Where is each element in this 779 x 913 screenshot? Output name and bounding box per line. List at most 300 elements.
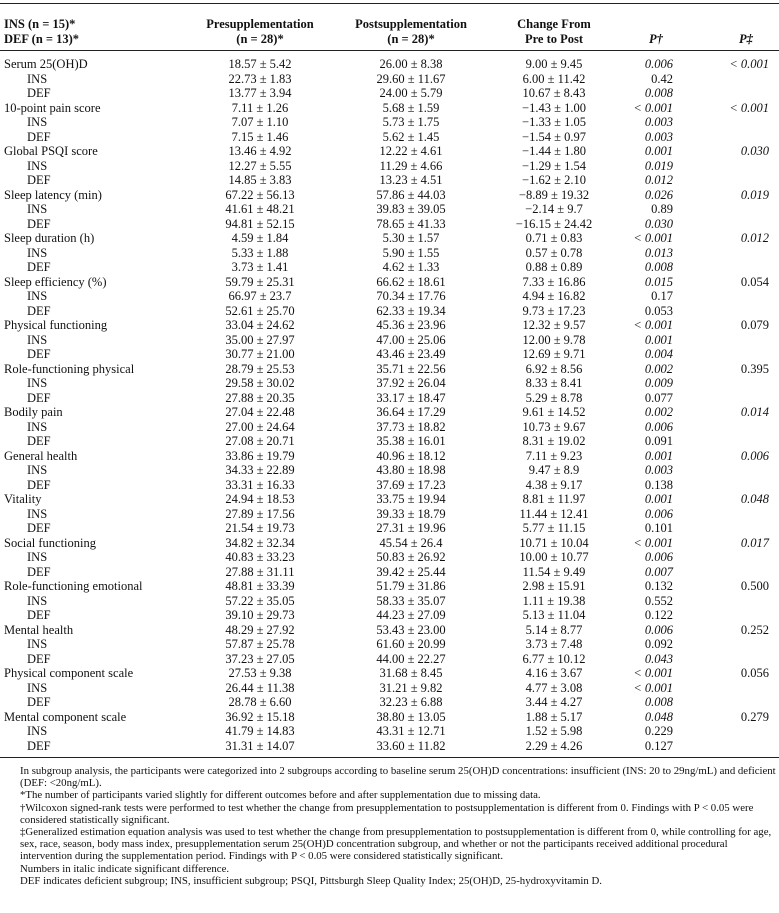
row-label: DEF — [27, 434, 51, 448]
postsupplementation-cell: 11.29 ± 4.66 — [379, 158, 443, 173]
change-cell: 5.77 ± 11.15 — [522, 521, 586, 535]
table-subgroup-row — [0, 173, 779, 187]
postsupplementation-cell: 33.60 ± 11.82 — [376, 738, 446, 753]
p-double-dagger-cell: 0.279 — [740, 709, 769, 724]
presupplementation-cell: 18.57 ± 5.42 — [228, 57, 292, 71]
postsupplementation-cell: 4.62 ± 1.33 — [382, 260, 440, 274]
presupplementation-cell: 40.83 ± 33.23 — [225, 550, 295, 564]
postsupplementation-cell: 61.60 ± 20.99 — [376, 637, 446, 651]
p-dagger-cell: 0.006 — [644, 57, 673, 71]
header-pre-line1: Presupplementation — [206, 17, 314, 31]
p-dagger-cell: < 0.001 — [633, 231, 673, 245]
change-cell: −16.15 ± 24.42 — [515, 216, 593, 231]
row-label: 10-point pain score — [4, 100, 101, 115]
table-subgroup-row — [0, 681, 779, 695]
postsupplementation-cell: 39.42 ± 25.44 — [376, 564, 446, 579]
presupplementation-cell: 28.79 ± 25.53 — [225, 361, 295, 376]
p-dagger-cell: 0.001 — [644, 492, 673, 506]
header-group-line2: DEF (n = 13)* — [4, 32, 80, 46]
header-post-line2: (n = 28)* — [387, 32, 435, 46]
change-cell: 8.31 ± 19.02 — [522, 434, 586, 448]
postsupplementation-cell: 44.23 ± 27.09 — [376, 608, 446, 622]
header-rule — [0, 50, 779, 51]
table-subgroup-row — [0, 159, 779, 173]
postsupplementation-cell: 5.62 ± 1.45 — [382, 129, 440, 144]
header-change-line2: Pre to Post — [524, 32, 584, 46]
p-dagger-cell: < 0.001 — [633, 535, 673, 550]
p-double-dagger-cell: < 0.001 — [729, 100, 769, 115]
postsupplementation-cell: 62.33 ± 19.34 — [376, 303, 446, 318]
table-subgroup-row — [0, 333, 779, 347]
row-label: Mental component scale — [4, 709, 127, 724]
table-outcome-row — [0, 57, 779, 71]
change-cell: 5.14 ± 8.77 — [525, 622, 583, 637]
row-label: INS — [27, 332, 48, 347]
p-dagger-cell: 0.015 — [644, 274, 673, 289]
change-cell: 1.88 ± 5.17 — [525, 709, 583, 724]
postsupplementation-cell: 26.00 ± 8.38 — [379, 57, 443, 71]
postsupplementation-cell: 33.75 ± 19.94 — [376, 492, 446, 506]
presupplementation-cell: 48.29 ± 27.92 — [225, 622, 295, 637]
change-cell: 2.29 ± 4.26 — [525, 738, 583, 753]
row-label: DEF — [27, 173, 51, 187]
postsupplementation-cell: 29.60 ± 11.67 — [376, 71, 446, 86]
presupplementation-cell: 27.89 ± 17.56 — [225, 506, 295, 521]
table-subgroup-row — [0, 304, 779, 318]
p-dagger-cell: 0.019 — [644, 158, 673, 173]
presupplementation-cell: 4.59 ± 1.84 — [231, 231, 289, 245]
p-dagger-cell: 0.012 — [644, 173, 673, 187]
presupplementation-cell: 33.86 ± 19.79 — [225, 448, 295, 463]
p-dagger-cell: 0.013 — [644, 245, 673, 260]
table-outcome-row — [0, 492, 779, 506]
row-label: DEF — [27, 303, 51, 318]
postsupplementation-cell: 5.30 ± 1.57 — [382, 231, 440, 245]
p-dagger-cell: 0.026 — [644, 187, 673, 202]
footnote-star: *The number of participants varied slightly for different outcomes before and after supplementation due to missing data. — [20, 789, 541, 802]
p-dagger-cell: 0.138 — [644, 477, 673, 492]
footnotes — [0, 765, 779, 887]
presupplementation-cell: 34.33 ± 22.89 — [225, 463, 295, 477]
header-p-double-dagger: P‡ — [739, 32, 753, 46]
change-cell: 3.44 ± 4.27 — [525, 695, 583, 709]
p-dagger-cell: 0.008 — [644, 260, 673, 274]
p-dagger-cell: 0.002 — [644, 361, 673, 376]
change-cell: −1.44 ± 1.80 — [522, 144, 586, 158]
table-outcome-row — [0, 318, 779, 332]
row-label: INS — [27, 115, 48, 129]
postsupplementation-cell: 43.31 ± 12.71 — [376, 724, 446, 738]
row-label: General health — [4, 448, 78, 463]
presupplementation-cell: 7.11 ± 1.26 — [231, 100, 289, 115]
table-outcome-row — [0, 405, 779, 419]
row-label: INS — [27, 680, 48, 695]
p-dagger-cell: 0.008 — [644, 86, 673, 100]
change-cell: 12.32 ± 9.57 — [522, 318, 586, 332]
row-label: INS — [27, 506, 48, 521]
postsupplementation-cell: 39.83 ± 39.05 — [376, 202, 446, 216]
presupplementation-cell: 41.79 ± 14.83 — [225, 724, 295, 738]
postsupplementation-cell: 37.73 ± 18.82 — [376, 419, 446, 434]
table-subgroup-row — [0, 695, 779, 709]
table-subgroup-row — [0, 260, 779, 274]
row-label: DEF — [27, 695, 51, 709]
postsupplementation-cell: 27.31 ± 19.96 — [376, 521, 446, 535]
row-label: INS — [27, 550, 48, 564]
table-subgroup-row — [0, 376, 779, 390]
table-subgroup-row — [0, 289, 779, 303]
row-label: INS — [27, 724, 48, 738]
row-label: Global PSQI score — [4, 144, 98, 158]
table-subgroup-row — [0, 507, 779, 521]
presupplementation-cell: 57.22 ± 35.05 — [225, 593, 295, 608]
p-dagger-cell: 0.003 — [644, 129, 673, 144]
footnote-dagger: †Wilcoxon signed-rank tests were performed to test whether the change from presupplementation to postsupplementation is different from 0. Findings with P < 0.05 were considered statistically significant. — [20, 801, 754, 826]
table-outcome-row — [0, 231, 779, 245]
p-double-dagger-cell: 0.030 — [740, 144, 769, 158]
p-dagger-cell: 0.008 — [644, 695, 673, 709]
postsupplementation-cell: 47.00 ± 25.06 — [376, 332, 446, 347]
table-subgroup-row — [0, 594, 779, 608]
row-label: DEF — [27, 347, 51, 361]
p-dagger-cell: 0.89 — [651, 202, 673, 216]
table-outcome-row — [0, 666, 779, 680]
postsupplementation-cell: 35.71 ± 22.56 — [376, 361, 446, 376]
row-label: INS — [27, 376, 48, 390]
table-subgroup-row — [0, 130, 779, 144]
p-double-dagger-cell: 0.012 — [740, 231, 769, 245]
postsupplementation-cell: 37.92 ± 26.04 — [376, 376, 446, 390]
p-dagger-cell: 0.003 — [644, 463, 673, 477]
presupplementation-cell: 35.00 ± 27.97 — [225, 332, 295, 347]
presupplementation-cell: 27.88 ± 31.11 — [225, 564, 295, 579]
row-label: INS — [27, 158, 48, 173]
change-cell: 12.69 ± 9.71 — [522, 347, 586, 361]
row-label: Serum 25(OH)D — [4, 57, 88, 71]
postsupplementation-cell: 33.17 ± 18.47 — [376, 390, 446, 405]
row-label: INS — [27, 245, 48, 260]
p-dagger-cell: 0.127 — [644, 738, 673, 753]
presupplementation-cell: 94.81 ± 52.15 — [225, 216, 295, 231]
p-double-dagger-cell: 0.048 — [740, 492, 769, 506]
table-outcome-row — [0, 623, 779, 637]
table-subgroup-row — [0, 391, 779, 405]
table-subgroup-row — [0, 246, 779, 260]
p-dagger-cell: 0.006 — [644, 622, 673, 637]
row-label: Mental health — [4, 622, 74, 637]
presupplementation-cell: 13.77 ± 3.94 — [228, 86, 292, 100]
table-subgroup-row — [0, 739, 779, 753]
table-bottom-rule — [0, 757, 779, 758]
change-cell: 6.77 ± 10.12 — [522, 651, 586, 666]
postsupplementation-cell: 78.65 ± 41.33 — [376, 216, 446, 231]
p-double-dagger-cell: 0.395 — [740, 361, 769, 376]
presupplementation-cell: 34.82 ± 32.34 — [225, 535, 295, 550]
postsupplementation-cell: 5.90 ± 1.55 — [382, 245, 440, 260]
presupplementation-cell: 33.31 ± 16.33 — [225, 477, 295, 492]
header-post-line1: Postsupplementation — [355, 17, 467, 31]
table-subgroup-row — [0, 217, 779, 231]
postsupplementation-cell: 24.00 ± 5.79 — [379, 86, 443, 100]
postsupplementation-cell: 39.33 ± 18.79 — [376, 506, 446, 521]
table-subgroup-row — [0, 724, 779, 738]
change-cell: 8.81 ± 11.97 — [522, 492, 586, 506]
p-double-dagger-cell: 0.014 — [740, 405, 769, 419]
change-cell: −1.54 ± 0.97 — [522, 129, 586, 144]
p-double-dagger-cell: < 0.001 — [729, 57, 769, 71]
p-dagger-cell: 0.003 — [644, 115, 673, 129]
presupplementation-cell: 37.23 ± 27.05 — [225, 651, 295, 666]
presupplementation-cell: 66.97 ± 23.7 — [228, 289, 292, 303]
change-cell: 4.16 ± 3.67 — [525, 666, 583, 680]
change-cell: 11.44 ± 12.41 — [519, 506, 589, 521]
footnote-double-dagger: ‡Generalized estimation equation analysis was used to test whether the change from presupplementation to postsupplementation is different from 0, while controlling for age, sex, race, season, body mass index, presupplementation serum 25(OH)D concentration subgroup, and whether or not the participants received additional procedural intervention during the supplementation period. Findings with P < 0.05 were considered statistically significant. — [20, 826, 772, 863]
postsupplementation-cell: 45.36 ± 23.96 — [376, 318, 446, 332]
postsupplementation-cell: 50.83 ± 26.92 — [376, 550, 446, 564]
presupplementation-cell: 3.73 ± 1.41 — [231, 260, 289, 274]
p-dagger-cell: 0.006 — [644, 419, 673, 434]
presupplementation-cell: 67.22 ± 56.13 — [225, 187, 295, 202]
change-cell: 11.54 ± 9.49 — [522, 564, 586, 579]
change-cell: 10.00 ± 10.77 — [519, 550, 589, 564]
footnote-abbreviations: DEF indicates deficient subgroup; INS, insufficient subgroup; PSQI, Pittsburgh Sleep Quality Index; 25(OH)D, 25-hydroxyvitamin D. — [20, 874, 602, 887]
row-label: INS — [27, 463, 48, 477]
p-dagger-cell: < 0.001 — [633, 318, 673, 332]
table-subgroup-row — [0, 463, 779, 477]
table-top-rule — [0, 3, 779, 4]
presupplementation-cell: 57.87 ± 25.78 — [225, 637, 295, 651]
postsupplementation-cell: 43.80 ± 18.98 — [376, 463, 446, 477]
table-outcome-row — [0, 536, 779, 550]
p-dagger-cell: 0.004 — [644, 347, 673, 361]
p-dagger-cell: 0.077 — [644, 390, 673, 405]
table-subgroup-row — [0, 347, 779, 361]
table-outcome-row — [0, 188, 779, 202]
p-dagger-cell: 0.053 — [644, 303, 673, 318]
p-dagger-cell: 0.122 — [644, 608, 673, 622]
header-p-dagger: P† — [649, 32, 663, 46]
presupplementation-cell: 21.54 ± 19.73 — [225, 521, 295, 535]
row-label: Physical component scale — [4, 666, 134, 680]
table-subgroup-row — [0, 637, 779, 651]
row-label: INS — [27, 637, 48, 651]
postsupplementation-cell: 45.54 ± 26.4 — [379, 535, 443, 550]
row-label: Social functioning — [4, 535, 96, 550]
p-double-dagger-cell: 0.056 — [740, 666, 769, 680]
change-cell: 9.73 ± 17.23 — [522, 303, 586, 318]
row-label: INS — [27, 419, 48, 434]
postsupplementation-cell: 5.68 ± 1.59 — [382, 100, 440, 115]
postsupplementation-cell: 66.62 ± 18.61 — [376, 274, 446, 289]
p-dagger-cell: 0.001 — [644, 448, 673, 463]
row-label: Role-functioning physical — [4, 361, 135, 376]
row-label: INS — [27, 202, 48, 216]
row-label: DEF — [27, 390, 51, 405]
footnote-italic-note: Numbers in italic indicate significant difference. — [20, 862, 230, 875]
table-outcome-row — [0, 449, 779, 463]
row-label: INS — [27, 289, 48, 303]
table-subgroup-row — [0, 550, 779, 564]
p-dagger-cell: 0.030 — [644, 216, 673, 231]
p-double-dagger-cell: 0.252 — [740, 622, 769, 637]
change-cell: −1.43 ± 1.00 — [522, 100, 586, 115]
change-cell: 9.61 ± 14.52 — [522, 405, 586, 419]
change-cell: 10.73 ± 9.67 — [522, 419, 586, 434]
p-dagger-cell: 0.092 — [644, 637, 673, 651]
postsupplementation-cell: 13.23 ± 4.51 — [379, 173, 443, 187]
change-cell: −8.89 ± 19.32 — [518, 187, 590, 202]
table-subgroup-row — [0, 652, 779, 666]
change-cell: 4.77 ± 3.08 — [525, 680, 583, 695]
table-subgroup-row — [0, 86, 779, 100]
change-cell: 0.57 ± 0.78 — [525, 245, 583, 260]
presupplementation-cell: 39.10 ± 29.73 — [225, 608, 295, 622]
presupplementation-cell: 14.85 ± 3.83 — [228, 173, 292, 187]
p-double-dagger-cell: 0.019 — [740, 187, 769, 202]
p-dagger-cell: < 0.001 — [633, 666, 673, 680]
p-dagger-cell: 0.552 — [644, 593, 673, 608]
change-cell: 1.11 ± 19.38 — [522, 593, 586, 608]
change-cell: −1.62 ± 2.10 — [522, 173, 586, 187]
row-label: INS — [27, 71, 48, 86]
header-pre-line2: (n = 28)* — [236, 32, 284, 46]
table-outcome-row — [0, 362, 779, 376]
p-dagger-cell: 0.101 — [644, 521, 673, 535]
change-cell: 10.67 ± 8.43 — [522, 86, 586, 100]
row-label: DEF — [27, 216, 51, 231]
postsupplementation-cell: 53.43 ± 23.00 — [376, 622, 446, 637]
row-label: INS — [27, 593, 48, 608]
p-dagger-cell: 0.048 — [644, 709, 673, 724]
p-dagger-cell: 0.043 — [644, 651, 673, 666]
change-cell: −2.14 ± 9.7 — [525, 202, 583, 216]
p-dagger-cell: 0.009 — [644, 376, 673, 390]
presupplementation-cell: 27.53 ± 9.38 — [228, 666, 292, 680]
p-double-dagger-cell: 0.006 — [740, 448, 769, 463]
presupplementation-cell: 7.15 ± 1.46 — [231, 129, 289, 144]
change-cell: 7.33 ± 16.86 — [522, 274, 586, 289]
table-subgroup-row — [0, 478, 779, 492]
row-label: DEF — [27, 651, 51, 666]
p-double-dagger-cell: 0.079 — [740, 318, 769, 332]
presupplementation-cell: 33.04 ± 24.62 — [225, 318, 295, 332]
postsupplementation-cell: 51.79 ± 31.86 — [376, 579, 446, 593]
table-outcome-row — [0, 101, 779, 115]
table-subgroup-row — [0, 115, 779, 129]
presupplementation-cell: 5.33 ± 1.88 — [231, 245, 289, 260]
p-double-dagger-cell: 0.054 — [740, 274, 769, 289]
table-subgroup-row — [0, 608, 779, 622]
change-cell: 9.47 ± 8.9 — [528, 463, 580, 477]
table-outcome-row — [0, 710, 779, 724]
presupplementation-cell: 36.92 ± 15.18 — [225, 709, 295, 724]
presupplementation-cell: 26.44 ± 11.38 — [225, 680, 295, 695]
table-outcome-row — [0, 579, 779, 593]
row-label: DEF — [27, 477, 51, 492]
change-cell: 4.94 ± 16.82 — [522, 289, 586, 303]
row-label: DEF — [27, 564, 51, 579]
postsupplementation-cell: 38.80 ± 13.05 — [376, 709, 446, 724]
presupplementation-cell: 7.07 ± 1.10 — [231, 115, 289, 129]
presupplementation-cell: 27.88 ± 20.35 — [225, 390, 295, 405]
change-cell: 5.29 ± 8.78 — [525, 390, 583, 405]
presupplementation-cell: 24.94 ± 18.53 — [225, 492, 295, 506]
p-double-dagger-cell: 0.017 — [740, 535, 769, 550]
table-outcome-row — [0, 275, 779, 289]
presupplementation-cell: 41.61 ± 48.21 — [225, 202, 295, 216]
p-dagger-cell: < 0.001 — [633, 100, 673, 115]
postsupplementation-cell: 5.73 ± 1.75 — [382, 115, 440, 129]
postsupplementation-cell: 36.64 ± 17.29 — [376, 405, 446, 419]
p-dagger-cell: 0.229 — [644, 724, 673, 738]
presupplementation-cell: 48.81 ± 33.39 — [225, 579, 295, 593]
presupplementation-cell: 52.61 ± 25.70 — [225, 303, 295, 318]
postsupplementation-cell: 70.34 ± 17.76 — [376, 289, 446, 303]
p-dagger-cell: 0.007 — [644, 564, 673, 579]
p-dagger-cell: 0.001 — [644, 144, 673, 158]
presupplementation-cell: 27.04 ± 22.48 — [225, 405, 295, 419]
p-dagger-cell: 0.002 — [644, 405, 673, 419]
postsupplementation-cell: 57.86 ± 44.03 — [376, 187, 446, 202]
p-dagger-cell: 0.001 — [644, 332, 673, 347]
postsupplementation-cell: 40.96 ± 18.12 — [376, 448, 446, 463]
row-label: DEF — [27, 738, 51, 753]
header-change-line1: Change From — [517, 17, 591, 31]
row-label: Sleep duration (h) — [4, 231, 95, 245]
table-outcome-row — [0, 144, 779, 158]
postsupplementation-cell: 37.69 ± 17.23 — [376, 477, 446, 492]
table-subgroup-row — [0, 521, 779, 535]
presupplementation-cell: 27.00 ± 24.64 — [225, 419, 295, 434]
presupplementation-cell: 31.31 ± 14.07 — [225, 738, 295, 753]
p-dagger-cell: 0.132 — [644, 579, 673, 593]
presupplementation-cell: 28.78 ± 6.60 — [228, 695, 292, 709]
postsupplementation-cell: 44.00 ± 22.27 — [376, 651, 446, 666]
row-label: DEF — [27, 86, 51, 100]
presupplementation-cell: 13.46 ± 4.92 — [228, 144, 292, 158]
table-subgroup-row — [0, 202, 779, 216]
change-cell: 0.71 ± 0.83 — [525, 231, 583, 245]
postsupplementation-cell: 58.33 ± 35.07 — [376, 593, 446, 608]
row-label: DEF — [27, 521, 51, 535]
presupplementation-cell: 29.58 ± 30.02 — [225, 376, 295, 390]
postsupplementation-cell: 31.21 ± 9.82 — [379, 680, 443, 695]
header-group-line1: INS (n = 15)* — [4, 17, 76, 31]
presupplementation-cell: 12.27 ± 5.55 — [228, 158, 292, 173]
p-dagger-cell: 0.091 — [644, 434, 673, 448]
change-cell: 3.73 ± 7.48 — [525, 637, 583, 651]
change-cell: 10.71 ± 10.04 — [519, 535, 589, 550]
table-subgroup-row — [0, 72, 779, 86]
change-cell: 5.13 ± 11.04 — [522, 608, 586, 622]
postsupplementation-cell: 32.23 ± 6.88 — [379, 695, 443, 709]
table-subgroup-row — [0, 420, 779, 434]
change-cell: 6.92 ± 8.56 — [525, 361, 583, 376]
change-cell: 9.00 ± 9.45 — [525, 57, 583, 71]
p-double-dagger-cell: 0.500 — [740, 579, 769, 593]
postsupplementation-cell: 43.46 ± 23.49 — [376, 347, 446, 361]
change-cell: 7.11 ± 9.23 — [525, 448, 583, 463]
change-cell: 12.00 ± 9.78 — [522, 332, 586, 347]
presupplementation-cell: 30.77 ± 21.00 — [225, 347, 295, 361]
footnote-intro: In subgroup analysis, the participants were categorized into 2 subgroups according to baseline serum 25(OH)D concentrations: insufficient (INS: 20 to 29ng/mL) and deficient (DEF: <20ng/mL). — [20, 765, 776, 790]
row-label: Sleep latency (min) — [4, 187, 102, 202]
change-cell: 2.98 ± 15.91 — [522, 579, 586, 593]
row-label: Role-functioning emotional — [4, 579, 143, 593]
change-cell: 4.38 ± 9.17 — [525, 477, 583, 492]
postsupplementation-cell: 31.68 ± 8.45 — [379, 666, 443, 680]
row-label: DEF — [27, 129, 51, 144]
